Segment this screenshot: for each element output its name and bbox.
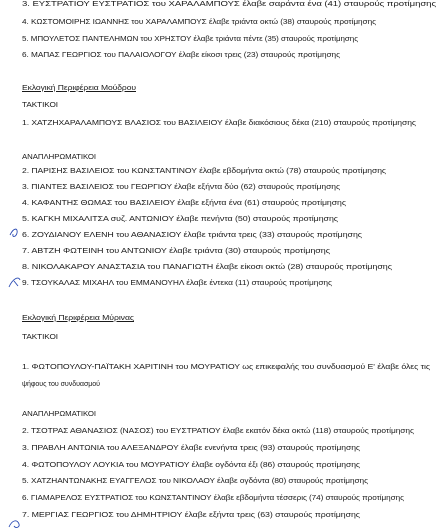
candidate-line: 3. ΠΙΑΝΤΕΣ ΒΑΣΙΛΕΙΟΣ του ΓΕΩΡΓΙΟΥ έλαβε εξήντα δύο (62) σταυρούς προτίμησης bbox=[22, 182, 340, 191]
candidate-line: 5. ΚΑΓΚΗ ΜΙΧΑΛΙΤΣΑ συζ. ΑΝΤΩΝΙΟΥ έλαβε πενήντα (50) σταυρούς προτίμησης bbox=[22, 214, 338, 223]
candidate-line: 6. ΖΟΥΔΙΑΝΟΥ ΕΛΕΝΗ του ΑΘΑΝΑΣΙΟΥ έλαβε τριάντα τρεις (33) σταυρούς προτίμησης bbox=[22, 230, 362, 239]
candidate-line: 7. ΑΒΤΖΗ ΦΩΤΕΙΝΗ του ΑΝΤΩΝΙΟΥ έλαβε τριάντα (30) σταυρούς προτίμησης bbox=[22, 246, 330, 255]
section-heading-moudros: Εκλογική Περιφέρεια Μούδρου bbox=[22, 83, 136, 92]
candidate-line: 6. ΓΙΑΜΑΡΕΛΟΣ ΕΥΣΤΡΑΤΙΟΣ του ΚΩΝΣΤΑΝΤΙΝΟΥ έλαβε εβδομήντα τέσσερις (74) σταυρούς προτίμησης bbox=[22, 493, 404, 502]
candidate-line: 6. ΜΑΠΑΣ ΓΕΩΡΓΙΟΣ του ΠΑΛΑΙΟΛΟΓΟΥ έλαβε είκοσι τρεις (23) σταυρούς προτίμησης bbox=[22, 50, 340, 59]
subsection-heading-substitutes: ΑΝΑΠΛΗΡΩΜΑΤΙΚΟΙ bbox=[22, 152, 96, 161]
candidate-line: 9. ΤΣΟΥΚΑΛΑΣ ΜΙΧΑΗΛ του ΕΜΜΑΝΟΥΗΛ έλαβε έντεκα (11) σταυρούς προτίμησης bbox=[22, 278, 332, 287]
candidate-line: 4. ΦΩΤΟΠΟΥΛΟΥ ΛΟΥΚΙΑ του ΜΟΥΡΑΤΙΟΥ έλαβε ογδόντα έξι (86) σταυρούς προτίμησης bbox=[22, 460, 360, 469]
candidate-line: 7. ΜΕΡΓΙΑΣ ΓΕΩΡΓΙΟΣ του ΔΗΜΗΤΡΙΟΥ έλαβε εξήντα τρεις (63) σταυρούς προτίμησης bbox=[22, 510, 360, 519]
candidate-line: 3. ΕΥΣΤΡΑΤΙΟΥ ΕΥΣΤΡΑΤΙΟΣ του ΧΑΡΑΛΑΜΠΟΥΣ έλαβε σαράντα ένα (41) σταυρούς προτίμησης bbox=[22, 0, 437, 8]
candidate-line: 4. ΚΑΦΑΝΤΗΣ ΘΩΜΑΣ του ΒΑΣΙΛΕΙΟΥ έλαβε εξήντα ένα (61) σταυρούς προτίμησης bbox=[22, 198, 346, 207]
subsection-heading-regular: ΤΑΚΤΙΚΟΙ bbox=[22, 332, 58, 341]
candidate-line-continuation: ψήφους του συνδυασμού bbox=[22, 379, 100, 388]
section-heading-myrina: Εκλογική Περιφέρεια Μύρινας bbox=[22, 313, 134, 322]
candidate-line: 4. ΚΩΣΤΟΜΟΙΡΗΣ ΙΩΑΝΝΗΣ του ΧΑΡΑΛΑΜΠΟΥΣ έλαβε τριάντα οκτώ (38) σταυρούς προτίμησης bbox=[22, 17, 376, 26]
candidate-line: 1. ΧΑΤΖΗΧΑΡΑΛΑΜΠΟΥΣ ΒΛΑΣΙΟΣ του ΒΑΣΙΛΕΙΟΥ έλαβε διακόσιους δέκα (210) σταυρούς προτίμησης bbox=[22, 118, 417, 127]
candidate-line: 3. ΠΡΑΒΛΗ ΑΝΤΩΝΙΑ του ΑΛΕΞΑΝΔΡΟΥ έλαβε ενενήντα τρεις (93) σταυρούς προτίμησης bbox=[22, 443, 360, 452]
candidate-line: 2. ΤΣΟΤΡΑΣ ΑΘΑΝΑΣΙΟΣ (ΝΑΣΟΣ) του ΕΥΣΤΡΑΤΙΟΥ έλαβε εκατόν δέκα οκτώ (118) σταυρούς προτίμησης bbox=[22, 426, 414, 435]
candidate-line: 2. ΠΑΡΙΣΗΣ ΒΑΣΙΛΕΙΟΣ του ΚΩΝΣΤΑΝΤΙΝΟΥ έλαβε εβδομήντα οκτώ (78) σταυρούς προτίμησης bbox=[22, 166, 386, 175]
candidate-line: 1. ΦΩΤΟΠΟΥΛΟΥ-ΠΑΪΤΑΚΗ ΧΑΡΙΤΙΝΗ του ΜΟΥΡΑΤΙΟΥ ως επικεφαλής του συνδυασμού Ε' έλαβε όλες τις bbox=[22, 362, 430, 371]
candidate-line: 8. ΝΙΚΟΛΑΚΑΡΟΥ ΑΝΑΣΤΑΣΙΑ του ΠΑΝΑΓΙΩΤΗ έλαβε είκοσι οκτώ (28) σταυρούς προτίμησης bbox=[22, 262, 392, 271]
subsection-heading-substitutes: ΑΝΑΠΛΗΡΩΜΑΤΙΚΟΙ bbox=[22, 409, 96, 418]
candidate-line: 5. ΜΠΟΥΛΕΤΟΣ ΠΑΝΤΕΛΗΜΩΝ του ΧΡΗΣΤΟΥ έλαβε τριάντα πέντε (35) σταυρούς προτίμησης bbox=[22, 34, 358, 43]
candidate-line: 5. ΧΑΤΖΗΑΝΤΩΝΑΚΗΣ ΕΥΑΓΓΕΛΟΣ του ΝΙΚΟΛΑΟΥ έλαβε ογδόντα (80) σταυρούς προτίμησης bbox=[22, 476, 368, 485]
subsection-heading-regular: ΤΑΚΤΙΚΟΙ bbox=[22, 100, 58, 109]
